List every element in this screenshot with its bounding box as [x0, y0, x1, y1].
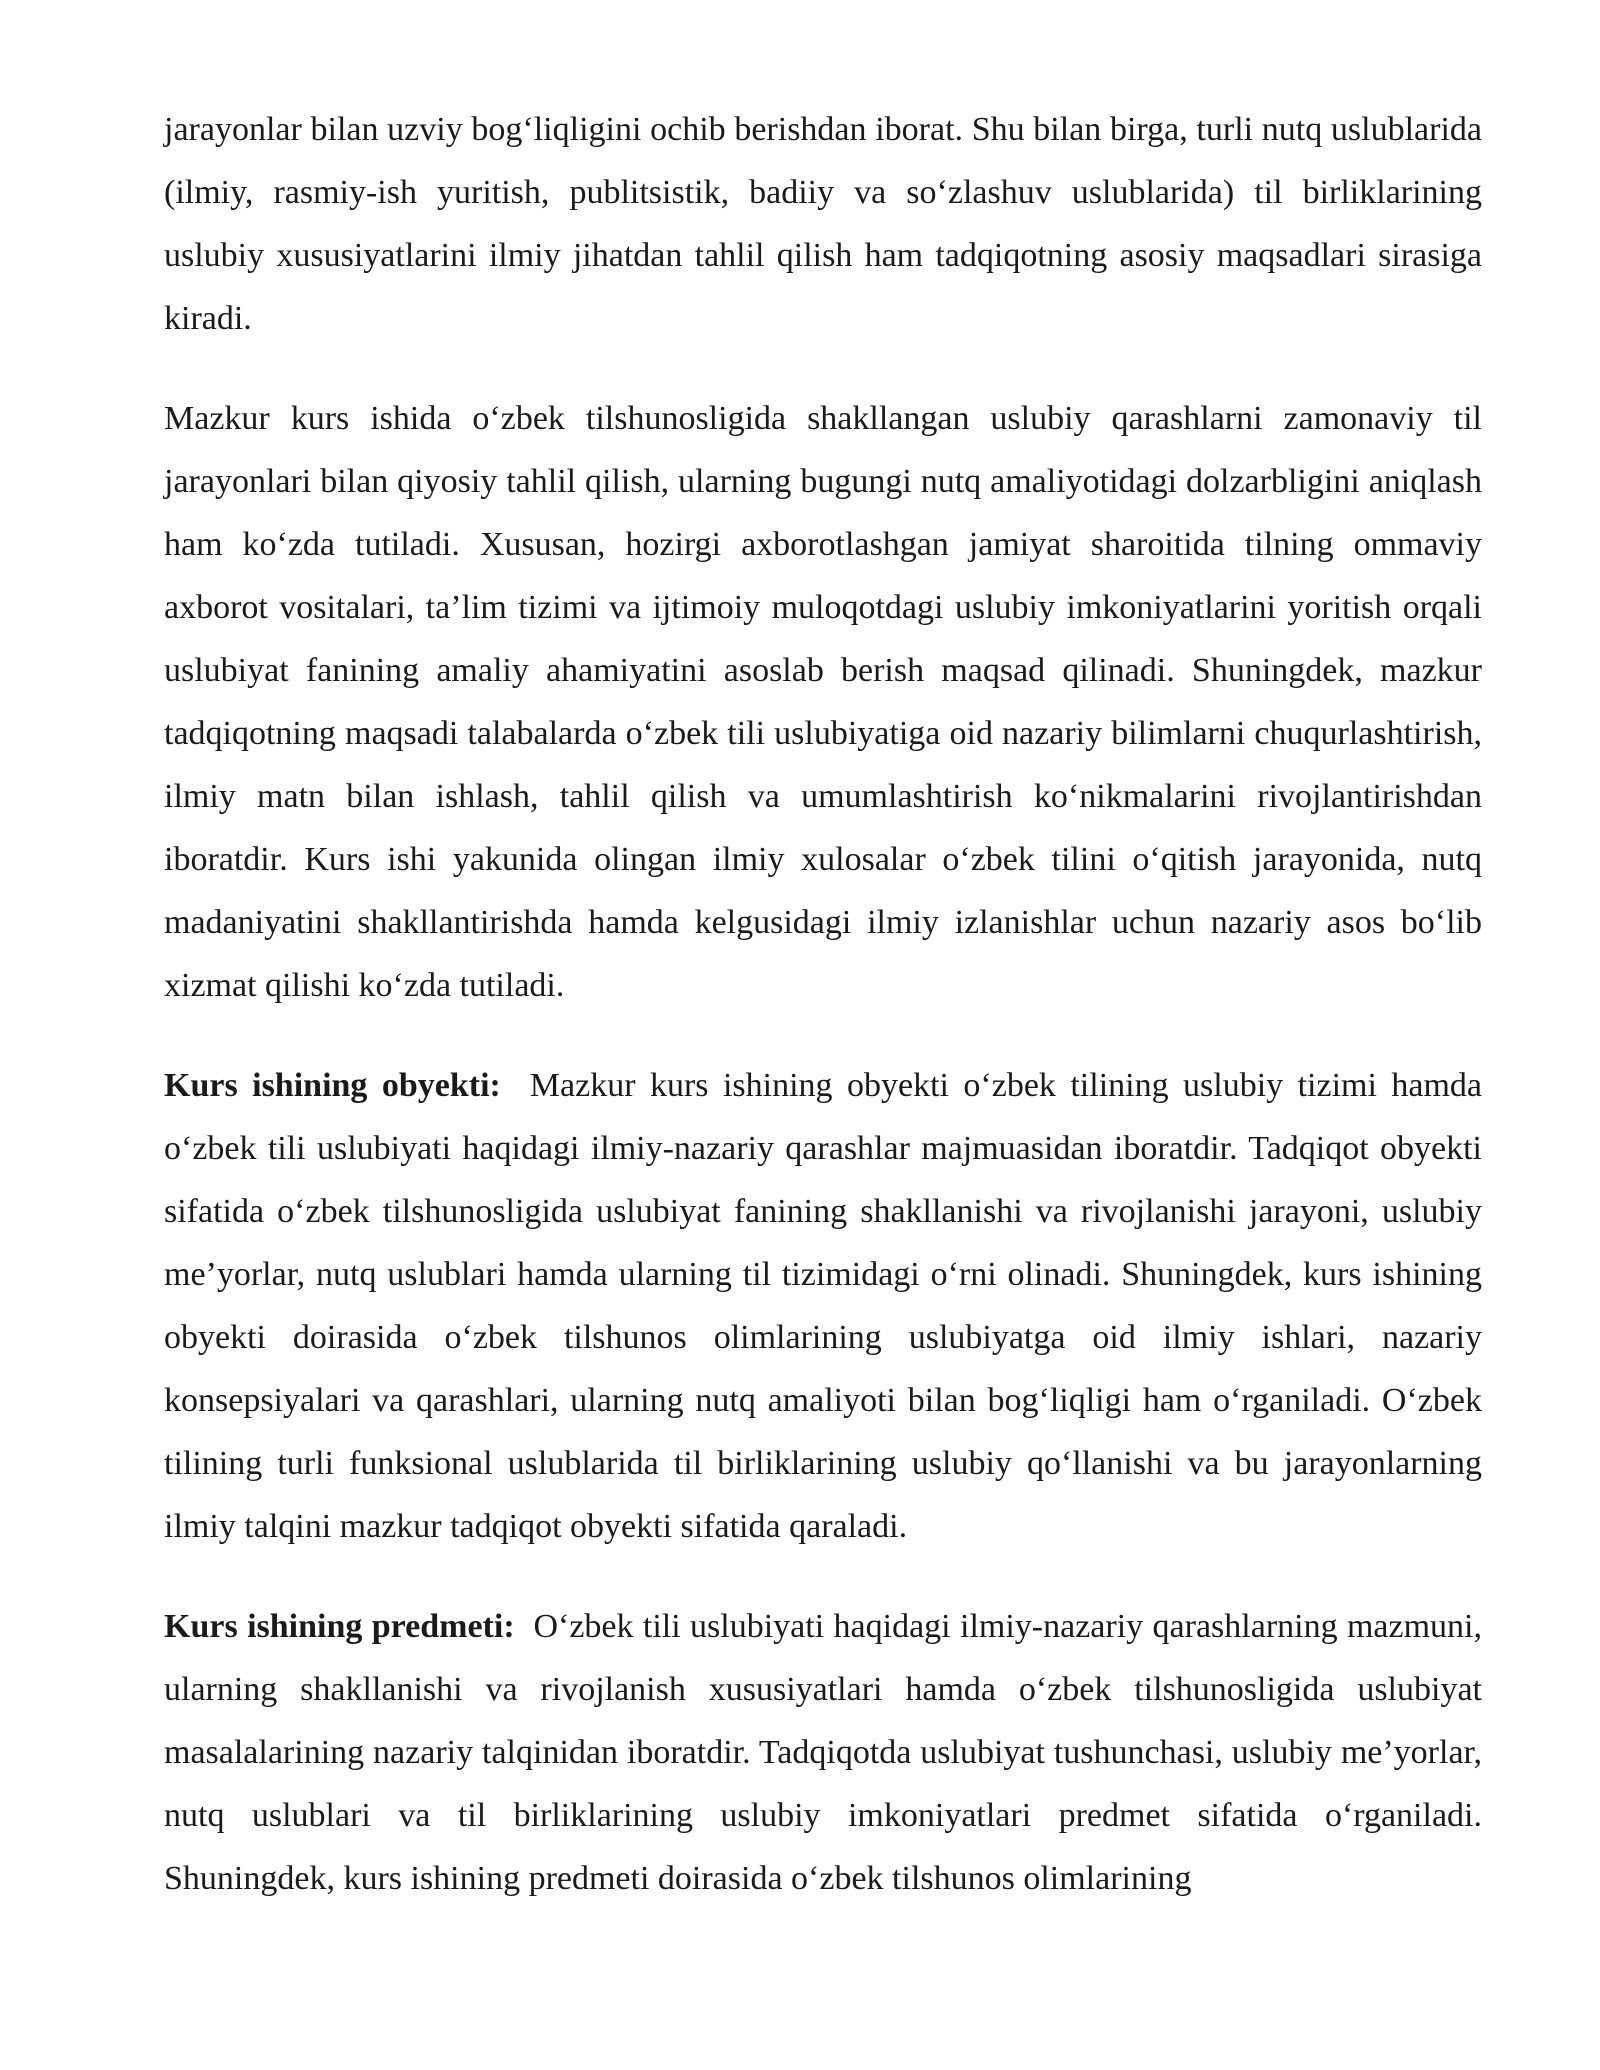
paragraph-research-subject — [164, 1595, 1482, 1910]
paragraph-text: O‘zbek tili uslubiyati haqidagi ilmiy-nazariy qarashlarning mazmuni, ularning shakllanishi va rivojlanish xususiyatlari hamda o‘zbek tilshunosligida uslubiyat masalalarining nazariy talqinidan iboratdir. Tadqiqotda uslubiyat tushunchasi, uslubiy me’yorlar, nutq uslublari va til birliklarining uslubiy imkoniyatlari predmet sifatida o‘rganiladi. Shuningdek, kurs ishining predmeti doirasida o‘zbek tilshunos olimlarining — [164, 1608, 1483, 1897]
paragraph-intro-continuation — [164, 98, 1482, 350]
paragraph-course-goals — [164, 387, 1482, 1017]
paragraph-text: Mazkur kurs ishida o‘zbek tilshunosligida shakllangan uslubiy qarashlarni zamonaviy til jarayonlari bilan qiyosiy tahlil qilish, ularning bugungi nutq amaliyotidagi dolzarbligini aniqlash ham ko‘zda tutiladi. Xususan, hozirgi axborotlashgan jamiyat sharoitida tilning ommaviy axborot vositalari, ta’lim tizimi va ijtimoiy muloqotdagi uslubiy imkoniyatlarini yoritish orqali uslubiyat fanining amaliy ahamiyatini asoslab berish maqsad qilinadi. Shuningdek, mazkur tadqiqotning maqsadi talabalarda o‘zbek tili uslubiyatiga oid nazariy bilimlarni chuqurlashtirish, ilmiy matn bilan ishlash, tahlil qilish va umumlashtirish ko‘nikmalarini rivojlantirishdan iboratdir. Kurs ishi yakunida olingan ilmiy xulosalar o‘zbek tilini o‘qitish jarayonida, nutq madaniyatini shakllantirishda hamda kelgusidagi ilmiy izlanishlar uchun nazariy asos bo‘lib xizmat qilishi ko‘zda tutiladi. — [164, 400, 1482, 1004]
paragraph-research-object — [164, 1054, 1482, 1558]
object-heading: Kurs ishining obyekti: — [164, 1067, 501, 1104]
subject-heading: Kurs ishining predmeti: — [164, 1608, 515, 1645]
document-body — [164, 98, 1482, 1947]
paragraph-text: jarayonlar bilan uzviy bog‘liqligini ochib berishdan iborat. Shu bilan birga, turli nutq uslublarida (ilmiy, rasmiy-ish yuritish, publitsistik, badiiy va so‘zlashuv uslublarida) til birliklarining uslubiy xususiyatlarini ilmiy jihatdan tahlil qilish ham tadqiqotning asosiy maqsadlari sirasiga kiradi. — [164, 111, 1482, 337]
paragraph-text: Mazkur kurs ishining obyekti o‘zbek tilining uslubiy tizimi hamda o‘zbek tili uslubiyati haqidagi ilmiy-nazariy qarashlar majmuasidan iboratdir. Tadqiqot obyekti sifatida o‘zbek tilshunosligida uslubiyat fanining shakllanishi va rivojlanishi jarayoni, uslubiy me’yorlar, nutq uslublari hamda ularning til tizimidagi o‘rni olinadi. Shuningdek, kurs ishining obyekti doirasida o‘zbek tilshunos olimlarining uslubiyatga oid ilmiy ishlari, nazariy konsepsiyalari va qarashlari, ularning nutq amaliyoti bilan bog‘liqligi ham o‘rganiladi. O‘zbek tilining turli funksional uslublarida til birliklarining uslubiy qo‘llanishi va bu jarayonlarning ilmiy talqini mazkur tadqiqot obyekti sifatida qaraladi. — [164, 1067, 1483, 1545]
